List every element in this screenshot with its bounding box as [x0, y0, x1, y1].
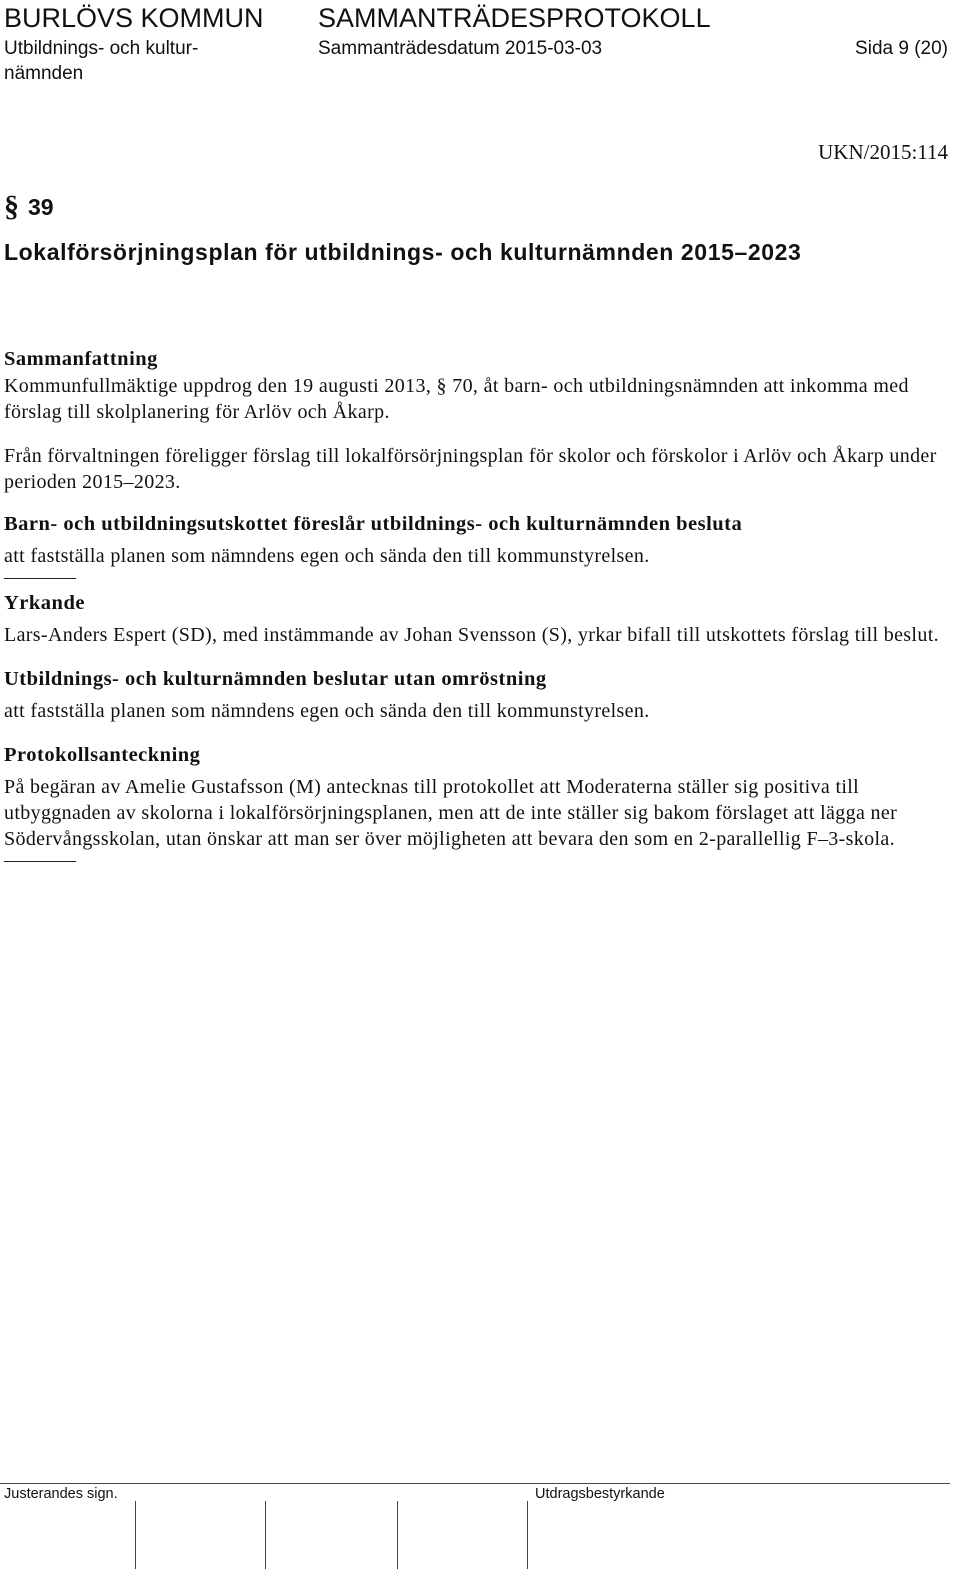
protocol-note-section: [4, 741, 940, 852]
protocol-body: [4, 345, 940, 872]
summary-heading: Sammanfattning: [4, 348, 158, 370]
section-title: Lokalförsörjningsplan för utbildnings- och kulturnämnden 2015–2023: [4, 239, 802, 265]
municipality-name: BURLÖVS KOMMUN: [4, 3, 264, 33]
summary-paragraph-2: Från förvaltningen föreligger förslag till lokalförsörjningsplan för skolor och förskolor i Arlöv och Åkarp under perioden 2015–2023.: [4, 445, 937, 493]
footer-rule: [0, 1483, 950, 1484]
section-divider: [4, 578, 76, 579]
summary-section: [4, 345, 940, 495]
extract-certification-label: Utdragsbestyrkande: [535, 1486, 665, 1502]
section-number: 39: [28, 194, 54, 220]
meeting-date: Sammanträdesdatum 2015-03-03: [318, 38, 603, 59]
paragraph-sign: §: [4, 190, 19, 223]
page-number: Sida 9 (20): [855, 38, 948, 59]
decision-text: att fastställa planen som nämndens egen och sända den till kommunstyrelsen.: [4, 700, 650, 722]
document-type: SAMMANTRÄDESPROTOKOLL: [318, 3, 711, 33]
decision-heading: Utbildnings- och kulturnämnden beslutar utan omröstning: [4, 668, 547, 690]
signature-label: Justerandes sign.: [4, 1486, 118, 1502]
case-number: UKN/2015:114: [818, 140, 948, 164]
committee-name-line2: nämnden: [4, 63, 84, 84]
signature-box-divider-4: [527, 1501, 528, 1569]
motion-text: Lars-Anders Espert (SD), med instämmande av Johan Svensson (S), yrkar bifall till utskottets förslag till beslut.: [4, 624, 939, 646]
proposal-heading: Barn- och utbildningsutskottet föreslår utbildnings- och kulturnämnden besluta: [4, 513, 743, 535]
motion-section: [4, 589, 940, 648]
protocol-note-text: På begäran av Amelie Gustafsson (M) antecknas till protokollet att Moderaterna ställer sig positiva till utbyggnaden av skolorna i lokalförsörjningsplanen, men att de inte ställer sig bakom förslaget att lägga ner Södervångsskolan, utan önskar att man ser över möjligheten att bevara den som en 2-parallellig F–3-skola.: [4, 776, 898, 850]
committee-name-line1: Utbildnings- och kultur-: [4, 38, 199, 59]
decision-section: [4, 665, 940, 724]
motion-heading: Yrkande: [4, 592, 85, 614]
proposal-text: att fastställa planen som nämndens egen och sända den till kommunstyrelsen.: [4, 545, 650, 567]
signature-box-divider-3: [397, 1501, 398, 1569]
signature-box-divider-1: [135, 1501, 136, 1569]
proposal-section: [4, 510, 940, 569]
signature-box-divider-2: [265, 1501, 266, 1569]
summary-paragraph-1: Kommunfullmäktige uppdrog den 19 augusti 2013, § 70, åt barn- och utbildningsnämnden att inkomma med förslag till skolplanering för Arlöv och Åkarp.: [4, 375, 909, 423]
protocol-note-heading: Protokollsanteckning: [4, 744, 201, 766]
end-divider: [4, 861, 76, 862]
